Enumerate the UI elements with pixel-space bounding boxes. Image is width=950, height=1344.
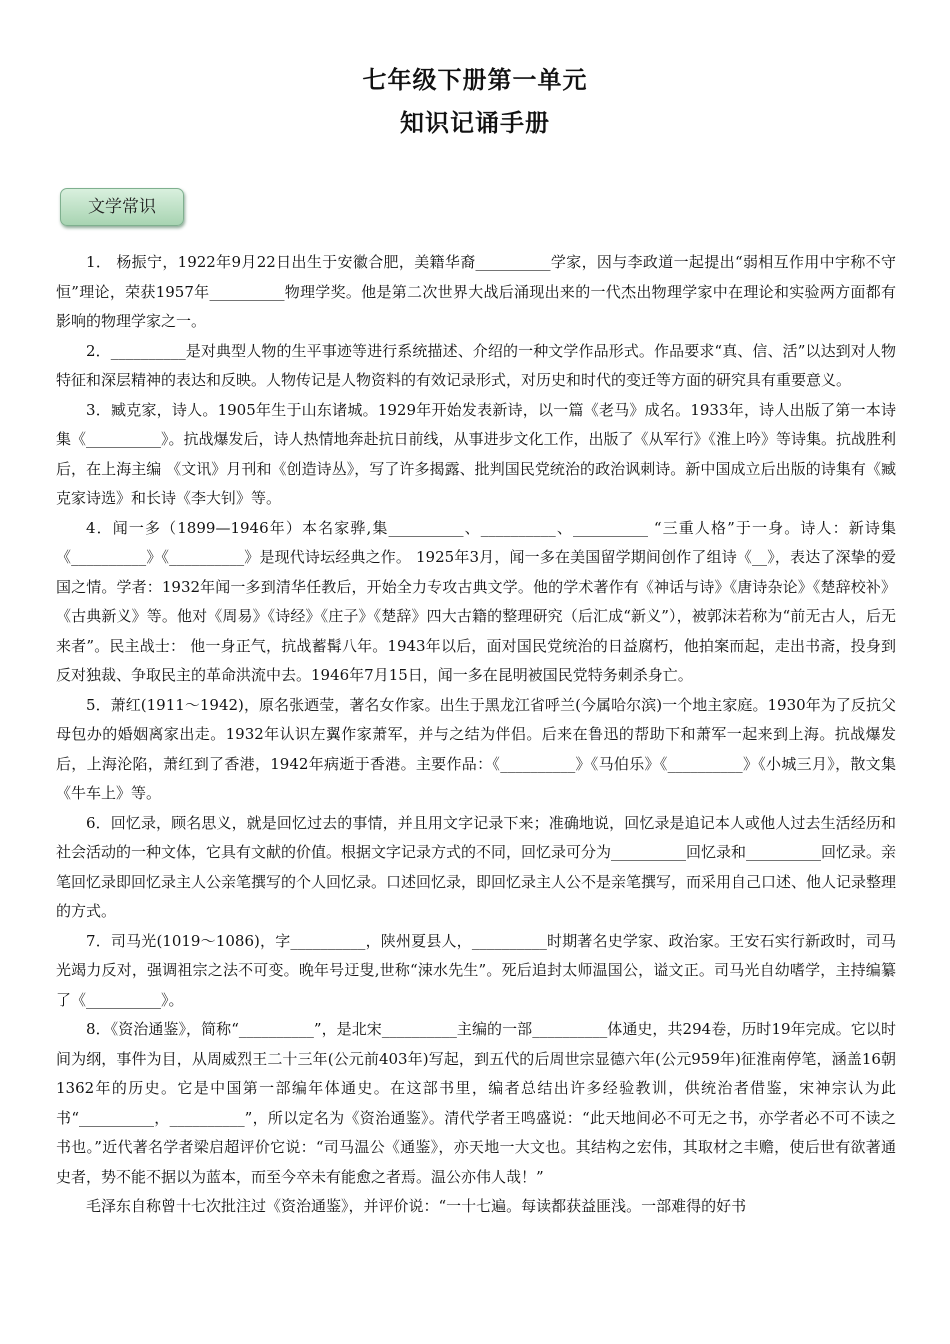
page-title: 七年级下册第一单元 bbox=[362, 66, 588, 94]
paragraph-2: 2．__________是对典型人物的生平事迹等进行系统描述、介绍的一种文学作品形式。作品要求“真、信、活”以达到对人物特征和深层精神的表达和反映。人物传记是人物资料的有效记录形式，对历史和时代的变迁等方面的研究具有重要意义。 bbox=[56, 341, 896, 389]
paragraph-3: 3．臧克家，诗人。1905年生于山东诸城。1929年开始发表新诗，以一篇《老马》成名。1933年，诗人出版了第一本诗集《__________》。抗战爆发后，诗人热情地奔赴抗日前线，从事进步文化工作，出版了《从军行》《淮上吟》等诗集。抗战胜利后，在上海主编 《文讯》月刊和《创造诗丛》，写了许多揭露、批判国民党统治的政治讽刺诗。新中国成立后出版的诗集有《臧克家诗选》和长诗《李大钊》等。 bbox=[56, 400, 897, 507]
paragraph-4: 4．闻一多（1899—1946年）本名家骅,集__________、__________、__________ “三重人格”于一身。诗人：新诗集《__________》《__________》是现代诗坛经典之作。 1925年3月，闻一多在美国留学期间创作了组诗《__》，表达了深挚的爱国之情。学者：1932年闻一多到清华任教后，开始全力专攻古典文学。他的学术著作有《神话与诗》《唐诗杂论》《楚辞校补》《古典新义》等。他对《周易》《诗经》《庄子》《楚辞》四大古籍的整理研究（后汇成“新义”），被郭沫若称为“前无古人，后无来者”。民主战士： 他一身正气，抗战蓄髯八年。1943年以后，面对国民党统治的日益腐朽，他拍案而起，走出书斋，投身到反对独裁、争取民主的革命洪流中去。1946年7月15日，闻一多在昆明被国民党特务刺杀身亡。 bbox=[56, 518, 896, 684]
paragraph-1: 1． 杨振宁，1922年9月22日出生于安徽合肥，美籍华裔__________学家，因与李政道一起提出“弱相互作用中宇称不守恒”理论，荣获1957年__________物理学奖。他是第二次世界大战后涌现出来的一代杰出物理学家中在理论和实验两方面都有影响的物理学家之一。 bbox=[56, 253, 896, 330]
paragraph-8: 8．《资治通鉴》，简称“__________”，是北宋__________主编的一部__________体通史，共294卷，历时19年完成。它以时间为纲，事件为目，从周威烈王二十三年(公元前403年)写起，到五代的后周世宗显德六年(公元959年)征淮南停笔，涵盖16朝1362年的历史。它是中国第一部编年体通史。在这部书里，编者总结出许多经验教训，供统治者借鉴，宋神宗认为此书“__________，__________”，所以定名为《资治通鉴》。清代学者王鸣盛说：“此天地间必不可无之书，亦学者必不可不读之书也。”近代著名学者梁启超评价它说：“司马温公《通鉴》，亦天地一大文也。其结构之宏伟，其取材之丰赡，使后世有欲著通史者，势不能不据以为蓝本，而至今卒未有能愈之者焉。温公亦伟人哉！” bbox=[56, 1020, 896, 1186]
document-body bbox=[56, 248, 896, 1222]
paragraph-5: 5．萧红(1911～1942)，原名张迺莹，著名女作家。出生于黑龙江省呼兰(今属哈尔滨)一个地主家庭。1930年为了反抗父母包办的婚姻离家出走。1932年认识左翼作家萧军，并与之结为伴侣。后来在鲁迅的帮助下和萧军一起来到上海。抗战爆发后，上海沦陷，萧红到了香港，1942年病逝于香港。主要作品：《__________》《马伯乐》《__________》《小城三月》，散文集《牛车上》等。 bbox=[56, 695, 896, 802]
paragraph-6: 6．回忆录，顾名思义，就是回忆过去的事情，并且用文字记录下来；准确地说，回忆录是追记本人或他人过去生活经历和社会活动的一种文体，它具有文献的价值。根据文字记录方式的不同，回忆录可分为__________回忆录和__________回忆录。亲笔回忆录即回忆录主人公亲笔撰写的个人回忆录。口述回忆录，即回忆录主人公不是亲笔撰写，而采用自己口述、他人记录整理的方式。 bbox=[56, 813, 897, 920]
paragraph-9: 毛泽东自称曾十七次批注过《资治通鉴》，并评价说：“一十七遍。每读都获益匪浅。一部难得的好书 bbox=[86, 1197, 747, 1215]
section-badge-literary-knowledge: 文学常识 bbox=[60, 188, 184, 226]
page-subtitle: 知识记诵手册 bbox=[400, 109, 550, 137]
paragraph-7: 7．司马光(1019～1086)，字__________，陕州夏县人，__________时期著名史学家、政治家。王安石实行新政时，司马光竭力反对，强调祖宗之法不可变。晚年号迂叟,世称“涑水先生”。死后追封太师温国公，谥文正。司马光自幼嗜学，主持编纂了《__________》。 bbox=[56, 931, 896, 1009]
